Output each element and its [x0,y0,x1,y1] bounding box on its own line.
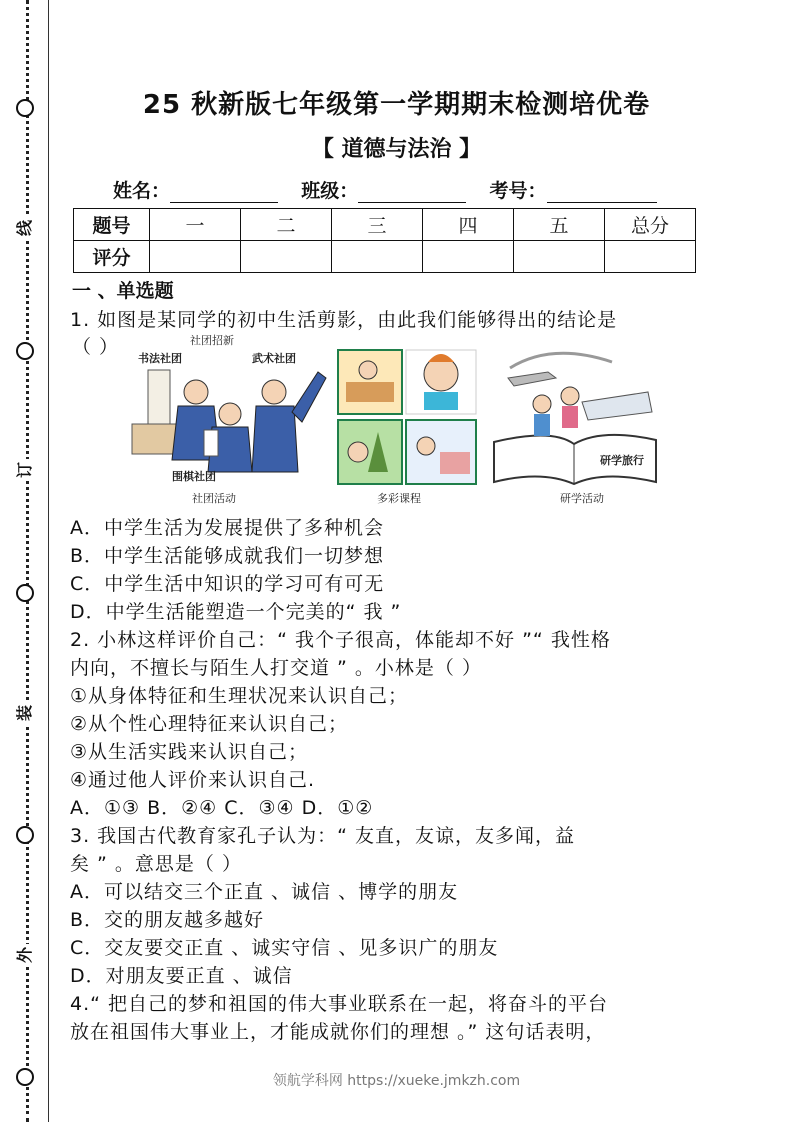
question-2-options[interactable]: A．①③ B．②④ C．③④ D．①② [70,797,374,819]
score-cell: 三 [332,209,423,241]
option-d[interactable]: D．对朋友要正直 、诚信 [70,965,293,987]
score-cell: 一 [150,209,241,241]
score-cell: 二 [241,209,332,241]
club-activities-illustration [132,333,326,505]
figure-caption: 研学活动 [560,492,604,505]
statement-item: ①从身体特征和生理状况来认识自己； [70,685,409,707]
name-label: 姓名： [113,180,171,202]
number-field[interactable] [547,182,657,203]
question-1-figure [112,332,662,510]
question-3-stem: 矣 ” 。意思是（ ） [70,853,242,875]
binding-char: 装 [15,702,35,724]
score-cell: 四 [423,209,514,241]
question-2-stem: 内向，不擅长与陌生人打交道 ” 。小林是（ ） [70,657,482,679]
question-2-stem: 2. 小林这样评价自己：“ 我个子很高，体能却不好 ”“ 我性格 [70,629,611,651]
figure-label: 围棋社团 [172,470,216,483]
name-field[interactable] [170,182,278,203]
binding-margin [0,0,50,1122]
page-footer: 领航学科网 https://xueke.jmkzh.com [272,1073,521,1089]
score-cell: 总分 [605,209,696,241]
option-b[interactable]: B．中学生活能够成就我们一切梦想 [70,545,385,567]
score-table-score-row [74,241,696,273]
option-b[interactable]: B．交的朋友越多越好 [70,909,265,931]
statement-item: ④通过他人评价来认识自己. [70,769,316,791]
question-4-stem: 放在祖国伟大事业上，才能成就你们的理想 。” 这句话表明， [70,1021,606,1043]
binding-char: 外 [15,944,35,966]
figure-caption: 社团活动 [192,492,236,505]
figure-label: 研学旅行 [600,454,644,467]
option-c[interactable]: C．交友要交正直 、诚实守信 、见多识广的朋友 [70,937,499,959]
score-cell: 评分 [74,241,150,273]
binding-char: 线 [15,217,35,239]
diverse-courses-illustration [338,350,476,505]
question-4-stem: 4.“ 把自己的梦和祖国的伟大事业联系在一起，将奋斗的平台 [70,993,609,1015]
score-table-header-row [74,209,696,241]
binding-hole [16,584,34,602]
binding-hole [16,826,34,844]
score-input-cell[interactable] [423,241,514,273]
study-travel-illustration [494,353,656,505]
question-1-stem: 1. 如图是某同学的初中生活剪影，由此我们能够得出的结论是 [70,309,618,331]
page-subtitle: 【 道德与法治 】 [311,137,482,162]
option-c[interactable]: C．中学生活中知识的学习可有可无 [70,573,385,595]
score-input-cell[interactable] [514,241,605,273]
score-cell: 五 [514,209,605,241]
statement-item: ②从个性心理特征来认识自己； [70,713,349,735]
figure-label: 武术社团 [252,352,296,365]
student-info-line [113,176,657,203]
page-title: 25 秋新版七年级第一学期期末检测培优卷 [142,90,651,120]
figure-caption: 多彩课程 [377,492,421,505]
class-field[interactable] [358,182,466,203]
score-cell: 题号 [74,209,150,241]
score-input-cell[interactable] [241,241,332,273]
figure-label: 书法社团 [138,352,182,365]
score-input-cell[interactable] [332,241,423,273]
statement-item: ③从生活实践来认识自己； [70,741,309,763]
figure-label: 社团招新 [190,334,234,347]
score-table [73,208,696,273]
number-label: 考号： [489,180,547,202]
option-a[interactable]: A．中学生活为发展提供了多种机会 [70,517,384,539]
binding-hole [16,342,34,360]
section-heading: 一 、单选题 [72,280,174,302]
question-3-stem: 3. 我国古代教育家孔子认为：“ 友直，友谅，友多闻，益 [70,825,576,847]
question-1-paren: （ ） [72,336,120,358]
binding-char: 订 [15,459,35,481]
binding-rule [48,0,49,1122]
option-d[interactable]: D．中学生活能塑造一个完美的“ 我 ” [70,601,402,623]
class-label: 班级： [301,180,359,202]
score-input-cell[interactable] [150,241,241,273]
option-a[interactable]: A．可以结交三个正直 、诚信 、博学的朋友 [70,881,459,903]
score-input-cell[interactable] [605,241,696,273]
